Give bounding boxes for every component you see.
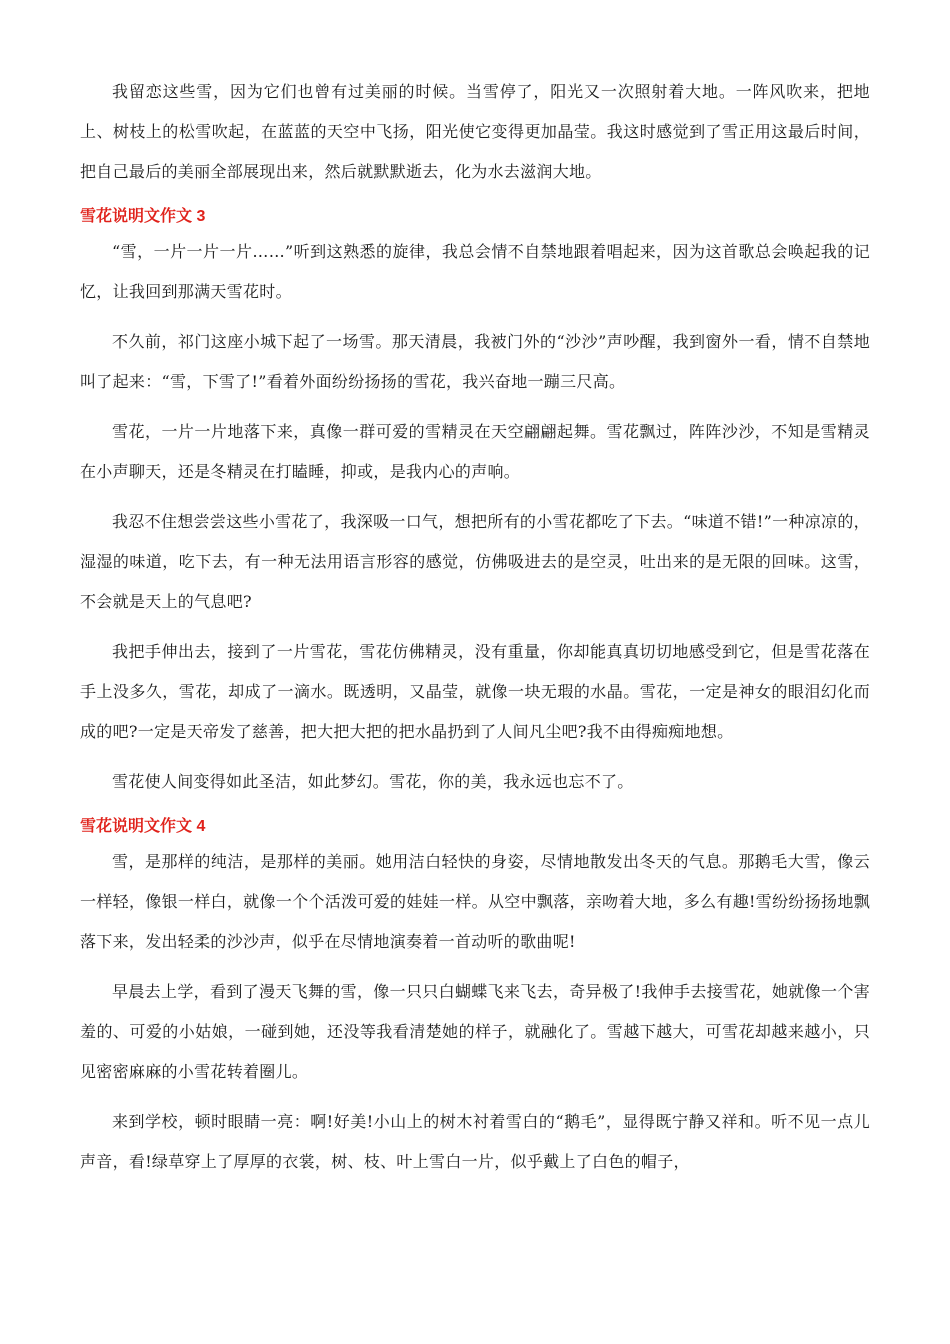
- paragraph: 雪，是那样的纯洁，是那样的美丽。她用洁白轻快的身姿，尽情地散发出冬天的气息。那鹅毛大雪，像云一样轻，像银一样白，就像一个个活泼可爱的娃娃一样。从空中飘落，亲吻着大地，多么有趣!雪纷纷扬扬地飘落下来，发出轻柔的沙沙声，似乎在尽情地演奏着一首动听的歌曲呢!: [80, 852, 870, 951]
- paragraph: 我忍不住想尝尝这些小雪花了，我深吸一口气，想把所有的小雪花都吃了下去。“味道不错!”一种凉凉的，湿湿的味道，吃下去，有一种无法用语言形容的感觉，仿佛吸进去的是空灵，吐出来的是无限的回味。这雪，不会就是天上的气息吧?: [80, 512, 870, 611]
- document-page: [80, 72, 870, 1192]
- paragraph: 早晨去上学，看到了漫天飞舞的雪，像一只只白蝴蝶飞来飞去，奇异极了!我伸手去接雪花，她就像一个害羞的、可爱的小姑娘，一碰到她，还没等我看清楚她的样子，就融化了。雪越下越大，可雪花却越来越小，只见密密麻麻的小雪花转着圈儿。: [80, 982, 870, 1081]
- section-essay-4: [80, 812, 870, 1182]
- section-heading: 雪花说明文作文 4: [80, 818, 206, 835]
- paragraph: 不久前，祁门这座小城下起了一场雪。那天清晨，我被门外的“沙沙”声吵醒，我到窗外一看，情不自禁地叫了起来：“雪，下雪了!”看着外面纷纷扬扬的雪花，我兴奋地一蹦三尺高。: [80, 332, 870, 391]
- paragraph: 雪花，一片一片地落下来，真像一群可爱的雪精灵在天空翩翩起舞。雪花飘过，阵阵沙沙，不知是雪精灵在小声聊天，还是冬精灵在打瞌睡，抑或，是我内心的声响。: [80, 422, 870, 481]
- paragraph: 来到学校，顿时眼睛一亮：啊!好美!小山上的树木衬着雪白的“鹅毛”，显得既宁静又祥和。听不见一点儿声音，看!绿草穿上了厚厚的衣裳，树、枝、叶上雪白一片，似乎戴上了白色的帽子，: [80, 1112, 870, 1171]
- paragraph: 雪花使人间变得如此圣洁，如此梦幻。雪花，你的美，我永远也忘不了。: [112, 772, 634, 791]
- section-intro: [80, 72, 870, 192]
- paragraph: 我留恋这些雪，因为它们也曾有过美丽的时候。当雪停了，阳光又一次照射着大地。一阵风吹来，把地上、树枝上的松雪吹起，在蓝蓝的天空中飞扬，阳光使它变得更加晶莹。我这时感觉到了雪正用这最后时间，把自己最后的美丽全部展现出来，然后就默默逝去，化为水去滋润大地。: [80, 82, 870, 181]
- paragraph: “雪，一片一片一片……”听到这熟悉的旋律，我总会情不自禁地跟着唱起来，因为这首歌总会唤起我的记忆，让我回到那满天雪花时。: [80, 242, 870, 301]
- paragraph: 我把手伸出去，接到了一片雪花，雪花仿佛精灵，没有重量，你却能真真切切地感受到它，但是雪花落在手上没多久，雪花，却成了一滴水。既透明，又晶莹，就像一块无瑕的水晶。雪花，一定是神女的眼泪幻化而成的吧?一定是天帝发了慈善，把大把大把的把水晶扔到了人间凡尘吧?我不由得痴痴地想。: [80, 642, 870, 741]
- section-essay-3: [80, 202, 870, 802]
- section-heading: 雪花说明文作文 3: [80, 208, 206, 225]
